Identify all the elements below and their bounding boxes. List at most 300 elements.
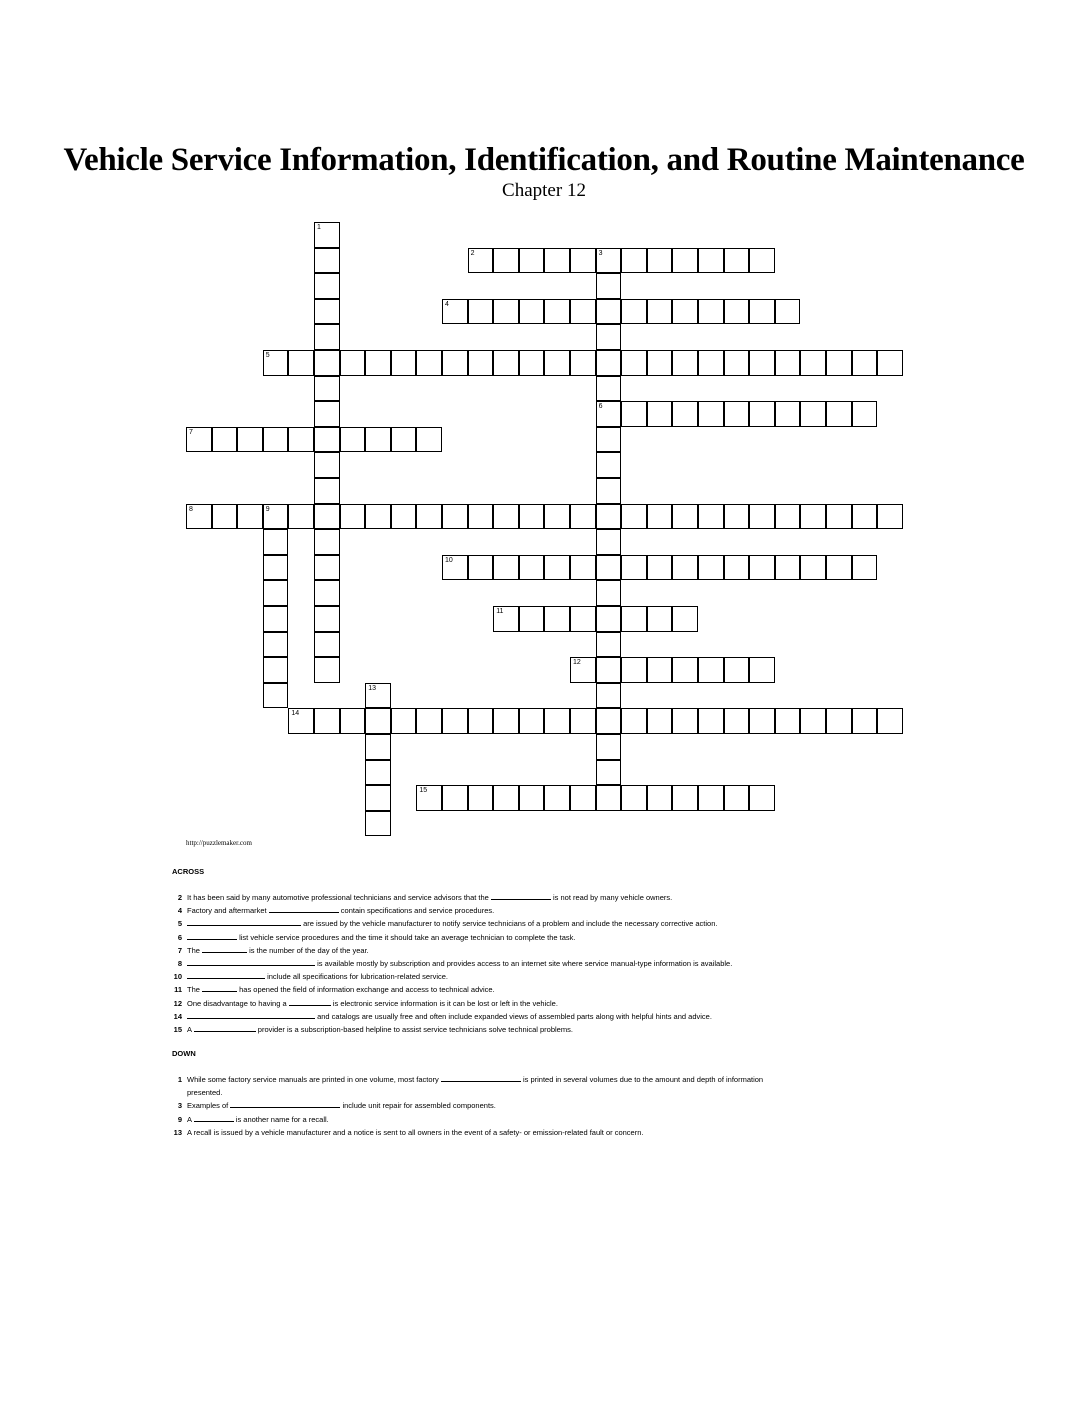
grid-cell[interactable] <box>596 427 622 453</box>
grid-cell[interactable] <box>468 350 494 376</box>
grid-cell[interactable] <box>544 350 570 376</box>
grid-cell[interactable] <box>596 299 622 325</box>
grid-cell[interactable] <box>698 350 724 376</box>
answer-blank <box>491 891 551 900</box>
grid-cell[interactable] <box>288 708 314 734</box>
grid-cell[interactable] <box>544 504 570 530</box>
grid-cell[interactable] <box>749 248 775 274</box>
grid-cell[interactable] <box>852 350 878 376</box>
grid-cell[interactable] <box>519 299 545 325</box>
grid-cell[interactable] <box>672 299 698 325</box>
clue-number: 14 <box>291 710 300 718</box>
grid-cell[interactable] <box>186 427 212 453</box>
answer-blank <box>202 944 247 953</box>
clue-text <box>187 1073 788 1099</box>
grid-cell[interactable] <box>314 632 340 658</box>
clue-text-part: It has been said by many automotive professional technicians and service advisors that the <box>187 893 491 902</box>
grid-cell[interactable] <box>724 401 750 427</box>
grid-cell[interactable] <box>263 350 289 376</box>
grid-cell[interactable] <box>647 350 673 376</box>
grid-cell[interactable] <box>775 299 801 325</box>
grid-cell[interactable] <box>647 555 673 581</box>
clue-text-part: contain specifications and service procedures. <box>338 906 495 916</box>
clue-text-part: Factory and aftermarket <box>187 906 269 916</box>
grid-cell[interactable] <box>314 273 340 299</box>
grid-cell[interactable] <box>621 299 647 325</box>
clue-text-part: The <box>187 985 203 995</box>
grid-cell[interactable] <box>442 504 468 530</box>
grid-cell[interactable] <box>288 350 314 376</box>
clue-text-part: has opened the field of information exchange and access to technical advice. <box>237 985 495 995</box>
grid-cell[interactable] <box>800 350 826 376</box>
grid-cell[interactable] <box>749 504 775 530</box>
grid-cell[interactable] <box>596 529 622 555</box>
grid-cell[interactable] <box>570 785 596 811</box>
grid-cell[interactable] <box>698 401 724 427</box>
grid-cell[interactable] <box>826 350 852 376</box>
clue-number: 5 <box>177 919 182 929</box>
grid-cell[interactable] <box>724 248 750 274</box>
grid-cell[interactable] <box>314 555 340 581</box>
grid-cell[interactable] <box>852 401 878 427</box>
grid-cell[interactable] <box>544 248 570 274</box>
grid-cell[interactable] <box>647 657 673 683</box>
grid-cell[interactable] <box>519 248 545 274</box>
grid-cell[interactable] <box>775 504 801 530</box>
grid-cell[interactable] <box>749 657 775 683</box>
grid-cell[interactable] <box>493 504 519 530</box>
grid-cell[interactable] <box>544 299 570 325</box>
grid-cell[interactable] <box>314 299 340 325</box>
grid-cell[interactable] <box>826 555 852 581</box>
clue-text-part: include unit repair for assembled components. <box>340 1101 496 1111</box>
grid-cell[interactable] <box>596 734 622 760</box>
grid-cell[interactable] <box>800 708 826 734</box>
grid-cell[interactable] <box>596 478 622 504</box>
grid-cell[interactable] <box>596 504 622 530</box>
across-clue <box>168 904 788 917</box>
grid-cell[interactable] <box>519 350 545 376</box>
grid-cell[interactable] <box>621 555 647 581</box>
grid-cell[interactable] <box>749 785 775 811</box>
grid-cell[interactable] <box>877 350 903 376</box>
clue-text-part: is available mostly by subscription and provides access to an internet site where service manual-type information is available. <box>315 959 733 969</box>
grid-cell[interactable] <box>647 401 673 427</box>
grid-cell[interactable] <box>852 708 878 734</box>
grid-cell[interactable] <box>775 708 801 734</box>
grid-cell[interactable] <box>698 504 724 530</box>
grid-cell[interactable] <box>596 580 622 606</box>
grid-cell[interactable] <box>647 504 673 530</box>
grid-cell[interactable] <box>212 504 238 530</box>
grid-cell[interactable] <box>647 299 673 325</box>
clue-text <box>187 944 788 957</box>
answer-blank <box>269 904 339 913</box>
grid-cell[interactable] <box>621 504 647 530</box>
grid-cell[interactable] <box>340 427 366 453</box>
grid-cell[interactable] <box>519 606 545 632</box>
grid-cell[interactable] <box>365 785 391 811</box>
clue-text-part: One disadvantage to having a <box>187 998 289 1008</box>
grid-cell[interactable] <box>852 555 878 581</box>
grid-cell[interactable] <box>698 657 724 683</box>
grid-cell[interactable] <box>775 401 801 427</box>
clue-text-part: is another name for a recall. <box>233 1114 329 1124</box>
answer-blank <box>230 1099 340 1108</box>
grid-cell[interactable] <box>263 606 289 632</box>
grid-cell[interactable] <box>544 708 570 734</box>
grid-cell[interactable] <box>672 504 698 530</box>
grid-cell[interactable] <box>672 657 698 683</box>
across-clue <box>168 970 788 983</box>
grid-cell[interactable] <box>416 427 442 453</box>
grid-cell[interactable] <box>468 299 494 325</box>
across-clue <box>168 1023 788 1036</box>
grid-cell[interactable] <box>724 785 750 811</box>
clue-number: 1 <box>177 1075 182 1084</box>
grid-cell[interactable] <box>698 785 724 811</box>
clue-text <box>187 931 788 944</box>
clue-number: 5 <box>265 352 270 359</box>
grid-cell[interactable] <box>596 376 622 402</box>
grid-cell[interactable] <box>314 324 340 350</box>
grid-cell[interactable] <box>493 299 519 325</box>
grid-cell[interactable] <box>724 555 750 581</box>
grid-cell[interactable] <box>340 708 366 734</box>
across-clue <box>168 917 788 930</box>
clue-text <box>187 1010 788 1023</box>
grid-cell[interactable] <box>340 350 366 376</box>
clue-number: 2 <box>177 893 182 902</box>
grid-cell[interactable] <box>570 504 596 530</box>
grid-cell[interactable] <box>314 580 340 606</box>
grid-cell[interactable] <box>596 555 622 581</box>
down-clue <box>168 1073 788 1099</box>
grid-cell[interactable] <box>749 555 775 581</box>
grid-cell[interactable] <box>596 683 622 709</box>
grid-cell[interactable] <box>724 657 750 683</box>
grid-cell[interactable] <box>596 632 622 658</box>
grid-cell[interactable] <box>570 708 596 734</box>
grid-cell[interactable] <box>365 760 391 786</box>
answer-blank <box>187 1010 315 1019</box>
grid-cell[interactable] <box>596 785 622 811</box>
grid-cell[interactable] <box>314 504 340 530</box>
clue-number: 10 <box>173 972 182 982</box>
grid-cell[interactable] <box>672 350 698 376</box>
answer-blank <box>289 997 331 1006</box>
clue-number: 3 <box>598 249 603 257</box>
grid-cell[interactable] <box>775 555 801 581</box>
grid-cell[interactable] <box>698 555 724 581</box>
grid-cell[interactable] <box>749 299 775 325</box>
clue-text <box>187 1126 788 1139</box>
clue-number: 13 <box>368 684 376 692</box>
clue-text-part: and catalogs are usually free and often include expanded views of assembled parts along with helpful hints and advice. <box>315 1011 712 1021</box>
answer-blank <box>441 1073 521 1082</box>
grid-cell[interactable] <box>391 708 417 734</box>
down-clue-list <box>168 1073 788 1139</box>
clue-number: 4 <box>177 906 182 916</box>
grid-cell[interactable] <box>596 657 622 683</box>
grid-cell[interactable] <box>749 401 775 427</box>
grid-cell[interactable] <box>544 785 570 811</box>
grid-cell[interactable] <box>493 248 519 274</box>
grid-cell[interactable] <box>621 248 647 274</box>
grid-cell[interactable] <box>288 504 314 530</box>
grid-cell[interactable] <box>826 504 852 530</box>
clue-number: 1 <box>317 224 321 231</box>
grid-cell[interactable] <box>391 350 417 376</box>
grid-cell[interactable] <box>570 248 596 274</box>
grid-cell[interactable] <box>237 504 263 530</box>
grid-cell[interactable] <box>493 606 519 632</box>
grid-cell[interactable] <box>493 708 519 734</box>
clue-number: 15 <box>419 787 428 795</box>
grid-cell[interactable] <box>237 427 263 453</box>
grid-cell[interactable] <box>442 299 468 325</box>
across-clue <box>168 983 788 996</box>
grid-cell[interactable] <box>596 248 622 274</box>
grid-cell[interactable] <box>263 657 289 683</box>
clue-text-part: A <box>187 1025 194 1035</box>
grid-cell[interactable] <box>314 606 340 632</box>
grid-cell[interactable] <box>621 606 647 632</box>
grid-cell[interactable] <box>212 427 238 453</box>
answer-blank <box>187 931 237 940</box>
grid-cell[interactable] <box>852 504 878 530</box>
grid-cell[interactable] <box>468 555 494 581</box>
grid-cell[interactable] <box>263 555 289 581</box>
across-clue <box>168 944 788 957</box>
grid-cell[interactable] <box>186 504 212 530</box>
grid-cell[interactable] <box>775 350 801 376</box>
clue-number: 3 <box>177 1101 182 1111</box>
answer-blank <box>194 1113 234 1122</box>
clue-number: 9 <box>265 505 270 513</box>
clue-text-part: include all specifications for lubrication-related service. <box>265 972 449 982</box>
grid-cell[interactable] <box>468 708 494 734</box>
grid-cell[interactable] <box>493 785 519 811</box>
grid-cell[interactable] <box>468 504 494 530</box>
grid-cell[interactable] <box>672 606 698 632</box>
clue-text <box>187 983 788 996</box>
grid-cell[interactable] <box>826 708 852 734</box>
clue-text-part: list vehicle service procedures and the time it should take an average technician to complete the task. <box>237 932 576 942</box>
grid-cell[interactable] <box>621 785 647 811</box>
grid-cell[interactable] <box>365 734 391 760</box>
grid-cell[interactable] <box>544 606 570 632</box>
grid-cell[interactable] <box>544 555 570 581</box>
grid-cell[interactable] <box>442 708 468 734</box>
grid-cell[interactable] <box>647 708 673 734</box>
grid-cell[interactable] <box>314 478 340 504</box>
grid-cell[interactable] <box>800 555 826 581</box>
grid-cell[interactable] <box>314 529 340 555</box>
clue-text-part: are issued by the vehicle manufacturer to notify service technicians of a problem and include the necessary corrective action. <box>301 919 718 929</box>
grid-cell[interactable] <box>724 350 750 376</box>
grid-cell[interactable] <box>263 632 289 658</box>
clue-text <box>187 957 788 970</box>
grid-cell[interactable] <box>672 248 698 274</box>
grid-cell[interactable] <box>596 708 622 734</box>
grid-cell[interactable] <box>493 350 519 376</box>
clue-number: 8 <box>177 959 182 969</box>
grid-cell[interactable] <box>596 606 622 632</box>
grid-cell[interactable] <box>314 452 340 478</box>
grid-cell[interactable] <box>724 299 750 325</box>
clue-number: 14 <box>173 1011 182 1021</box>
grid-cell[interactable] <box>698 248 724 274</box>
grid-cell[interactable] <box>570 606 596 632</box>
across-heading: ACROSS <box>172 867 205 876</box>
grid-cell[interactable] <box>519 555 545 581</box>
clue-text-part: is printed in several volumes due to the amount and depth of information presented. <box>187 1075 764 1098</box>
grid-cell[interactable] <box>596 401 622 427</box>
grid-cell[interactable] <box>519 504 545 530</box>
grid-cell[interactable] <box>468 785 494 811</box>
grid-cell[interactable] <box>314 657 340 683</box>
grid-cell[interactable] <box>263 427 289 453</box>
page-subtitle: Chapter 12 <box>502 180 586 201</box>
grid-cell[interactable] <box>621 708 647 734</box>
grid-cell[interactable] <box>647 606 673 632</box>
grid-cell[interactable] <box>314 376 340 402</box>
clue-text <box>187 970 788 983</box>
grid-cell[interactable] <box>698 299 724 325</box>
clue-number: 7 <box>189 428 193 436</box>
answer-blank <box>194 1023 256 1032</box>
grid-cell[interactable] <box>288 427 314 453</box>
grid-cell[interactable] <box>672 555 698 581</box>
clue-number: 6 <box>598 403 603 411</box>
grid-cell[interactable] <box>570 555 596 581</box>
clue-text <box>187 917 788 930</box>
grid-cell[interactable] <box>596 324 622 350</box>
clue-text <box>187 1113 788 1126</box>
grid-cell[interactable] <box>621 657 647 683</box>
clue-number: 12 <box>173 998 182 1008</box>
clue-number: 15 <box>173 1025 182 1035</box>
grid-cell[interactable] <box>263 504 289 530</box>
grid-cell[interactable] <box>647 248 673 274</box>
clue-text-part: is the number of the day of the year. <box>247 945 369 955</box>
grid-cell[interactable] <box>365 708 391 734</box>
grid-cell[interactable] <box>442 555 468 581</box>
grid-cell[interactable] <box>800 504 826 530</box>
grid-cell[interactable] <box>391 504 417 530</box>
grid-cell[interactable] <box>672 785 698 811</box>
grid-cell[interactable] <box>416 708 442 734</box>
grid-cell[interactable] <box>621 350 647 376</box>
grid-cell[interactable] <box>519 708 545 734</box>
source-link[interactable]: http://puzzlemaker.com <box>186 839 252 847</box>
clue-number: 6 <box>177 932 182 942</box>
answer-blank <box>202 983 237 992</box>
across-clue <box>168 891 788 904</box>
grid-cell[interactable] <box>314 222 340 248</box>
grid-cell[interactable] <box>570 299 596 325</box>
grid-cell[interactable] <box>468 248 494 274</box>
clue-number: 12 <box>573 659 581 667</box>
grid-cell[interactable] <box>826 401 852 427</box>
grid-cell[interactable] <box>442 785 468 811</box>
grid-cell[interactable] <box>314 708 340 734</box>
grid-cell[interactable] <box>596 452 622 478</box>
clue-number: 11 <box>174 985 182 995</box>
clue-text <box>187 1099 788 1112</box>
grid-cell[interactable] <box>263 580 289 606</box>
grid-cell[interactable] <box>493 555 519 581</box>
clue-text <box>187 1023 788 1036</box>
page-title: Vehicle Service Information, Identification, and Routine Maintenance <box>63 142 1025 178</box>
grid-cell[interactable] <box>621 401 647 427</box>
grid-cell[interactable] <box>647 785 673 811</box>
grid-cell[interactable] <box>570 350 596 376</box>
grid-cell[interactable] <box>877 708 903 734</box>
grid-cell[interactable] <box>314 401 340 427</box>
grid-cell[interactable] <box>800 401 826 427</box>
across-clue <box>168 997 788 1010</box>
grid-cell[interactable] <box>340 504 366 530</box>
clue-text-part: A <box>187 1114 194 1124</box>
grid-cell[interactable] <box>672 401 698 427</box>
grid-cell[interactable] <box>314 350 340 376</box>
clue-text-part: The <box>187 945 203 955</box>
grid-cell[interactable] <box>570 657 596 683</box>
grid-cell[interactable] <box>724 504 750 530</box>
grid-cell[interactable] <box>263 683 289 709</box>
grid-cell[interactable] <box>263 529 289 555</box>
grid-cell[interactable] <box>416 785 442 811</box>
grid-cell[interactable] <box>314 248 340 274</box>
grid-cell[interactable] <box>672 708 698 734</box>
grid-cell[interactable] <box>749 708 775 734</box>
clue-text-part: A recall is issued by a vehicle manufacturer and a notice is sent to all owners in the event of a safety- or emission-related fault or concern. <box>187 1127 644 1137</box>
grid-cell[interactable] <box>749 350 775 376</box>
grid-cell[interactable] <box>596 350 622 376</box>
answer-blank <box>187 917 301 926</box>
grid-cell[interactable] <box>365 811 391 837</box>
grid-cell[interactable] <box>391 427 417 453</box>
grid-cell[interactable] <box>596 760 622 786</box>
down-clue <box>168 1099 788 1112</box>
clue-text-part: provider is a subscription-based helpline to assist service technicians solve technical problems. <box>255 1025 573 1035</box>
grid-cell[interactable] <box>416 504 442 530</box>
clue-text-part: is electronic service information is it can be lost or left in the vehicle. <box>330 998 558 1008</box>
grid-cell[interactable] <box>877 504 903 530</box>
clue-text <box>187 904 788 917</box>
grid-cell[interactable] <box>698 708 724 734</box>
grid-cell[interactable] <box>416 350 442 376</box>
grid-cell[interactable] <box>314 427 340 453</box>
grid-cell[interactable] <box>365 504 391 530</box>
clue-text-part: While some factory service manuals are printed in one volume, most factory <box>187 1075 441 1084</box>
answer-blank <box>187 970 265 979</box>
clue-text <box>187 891 788 904</box>
clue-number: 2 <box>470 249 475 257</box>
grid-cell[interactable] <box>596 273 622 299</box>
clue-text-part: is not read by many vehicle owners. <box>550 893 673 902</box>
clue-number: 13 <box>173 1127 182 1137</box>
grid-cell[interactable] <box>442 350 468 376</box>
grid-cell[interactable] <box>519 785 545 811</box>
grid-cell[interactable] <box>365 350 391 376</box>
grid-cell[interactable] <box>724 708 750 734</box>
grid-cell[interactable] <box>365 683 391 709</box>
down-clue <box>168 1126 788 1139</box>
grid-cell[interactable] <box>365 427 391 453</box>
